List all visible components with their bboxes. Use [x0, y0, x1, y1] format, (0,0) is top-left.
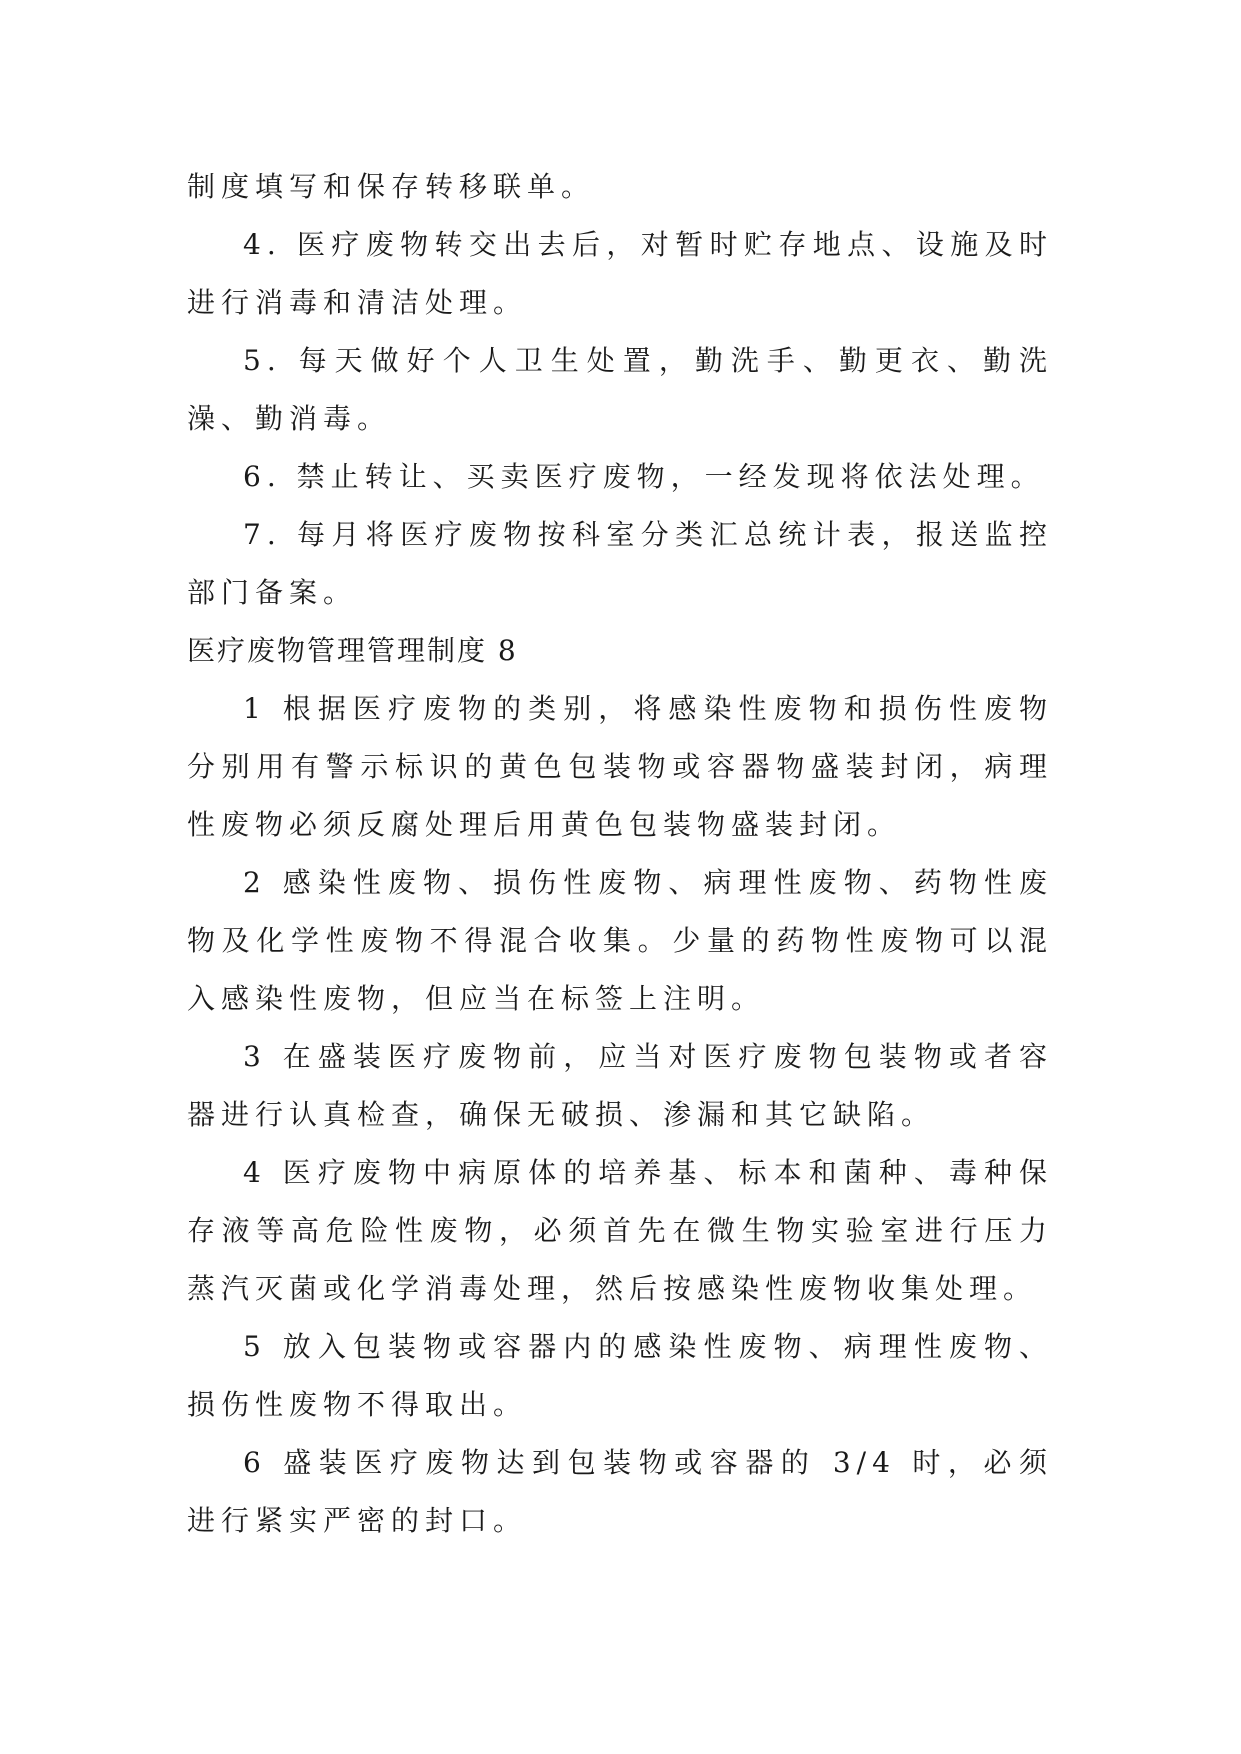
paragraph-rule-3: 3 在盛装医疗废物前，应当对医疗废物包装物或者容器进行认真检查，确保无破损、渗漏和其它缺陷。	[187, 1040, 1053, 1131]
paragraph-item-7: 7. 每月将医疗废物按科室分类汇总统计表，报送监控部门备案。	[187, 518, 1053, 609]
paragraph-continuation: 制度填写和保存转移联单。	[187, 170, 596, 203]
section-heading: 医疗废物管理管理制度 8	[187, 634, 518, 667]
paragraph-rule-2: 2 感染性废物、损伤性废物、病理性废物、药物性废物及化学性废物不得混合收集。少量的药物性废物可以混入感染性废物，但应当在标签上注明。	[187, 866, 1053, 1015]
document-body	[187, 158, 1053, 1550]
paragraph-item-4: 4. 医疗废物转交出去后，对暂时贮存地点、设施及时进行消毒和清洁处理。	[187, 228, 1053, 319]
paragraph-rule-1: 1 根据医疗废物的类别，将感染性废物和损伤性废物分别用有警示标识的黄色包装物或容器物盛装封闭，病理性废物必须反腐处理后用黄色包装物盛装封闭。	[187, 692, 1053, 841]
paragraph-rule-5: 5 放入包装物或容器内的感染性废物、病理性废物、损伤性废物不得取出。	[187, 1330, 1053, 1421]
paragraph-item-5: 5. 每天做好个人卫生处置，勤洗手、勤更衣、勤洗澡、勤消毒。	[187, 344, 1053, 435]
paragraph-item-6: 6. 禁止转让、买卖医疗废物，一经发现将依法处理。	[243, 460, 1045, 493]
paragraph-rule-4: 4 医疗废物中病原体的培养基、标本和菌种、毒种保存液等高危险性废物，必须首先在微生物实验室进行压力蒸汽灭菌或化学消毒处理，然后按感染性废物收集处理。	[187, 1156, 1053, 1305]
paragraph-rule-6: 6 盛装医疗废物达到包装物或容器的 3/4 时，必须进行紧实严密的封口。	[187, 1446, 1053, 1537]
